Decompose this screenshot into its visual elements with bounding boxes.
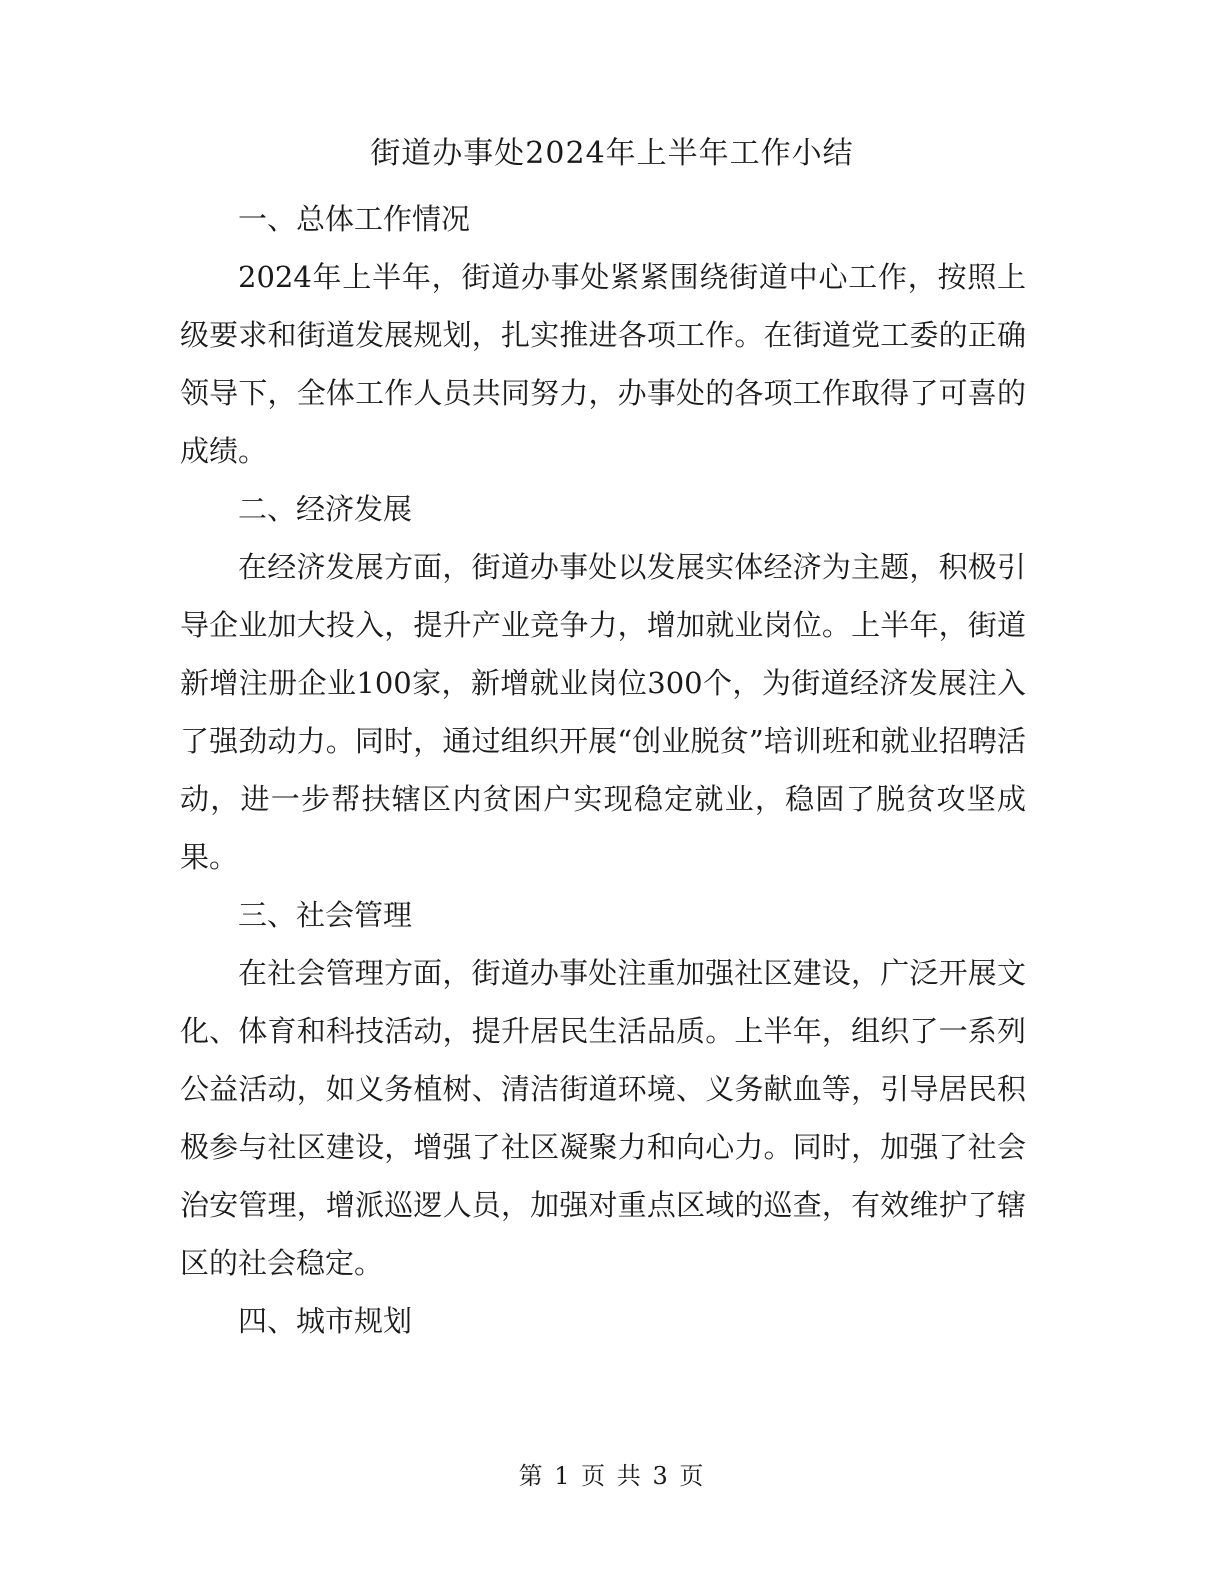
- section-heading-overview: 一、总体工作情况: [238, 202, 471, 236]
- section-paragraph-overview: 2024年上半年，街道办事处紧紧围绕街道中心工作，按照上级要求和街道发展规划，扎实推进各项工作。在街道党工委的正确领导下，全体工作人员共同努力，办事处的各项工作取得了可喜的成绩。: [180, 260, 1026, 468]
- section-heading-economy: 二、经济发展: [238, 492, 413, 526]
- document-title: 街道办事处2024年上半年工作小结: [370, 136, 854, 171]
- page-footer: 第 1 页 共 3 页: [518, 1462, 706, 1490]
- section-paragraph-economy: 在经济发展方面，街道办事处以发展实体经济为主题，积极引导企业加大投入，提升产业竞争力，增加就业岗位。上半年，街道新增注册企业100家，新增就业岗位300个，为街道经济发展注入了强劲动力。同时，通过组织开展“创业脱贫”培训班和就业招聘活动，进一步帮扶辖区内贫困户实现稳定就业，稳固了脱贫攻坚成果。: [180, 550, 1026, 874]
- section-heading-urban-planning: 四、城市规划: [238, 1304, 413, 1338]
- document-body: [180, 190, 1026, 1350]
- section-paragraph-social: 在社会管理方面，街道办事处注重加强社区建设，广泛开展文化、体育和科技活动，提升居民生活品质。上半年，组织了一系列公益活动，如义务植树、清洁街道环境、义务献血等，引导居民积极参与社区建设，增强了社区凝聚力和向心力。同时，加强了社会治安管理，增派巡逻人员，加强对重点区域的巡查，有效维护了辖区的社会稳定。: [180, 956, 1026, 1280]
- section-heading-social: 三、社会管理: [238, 898, 413, 932]
